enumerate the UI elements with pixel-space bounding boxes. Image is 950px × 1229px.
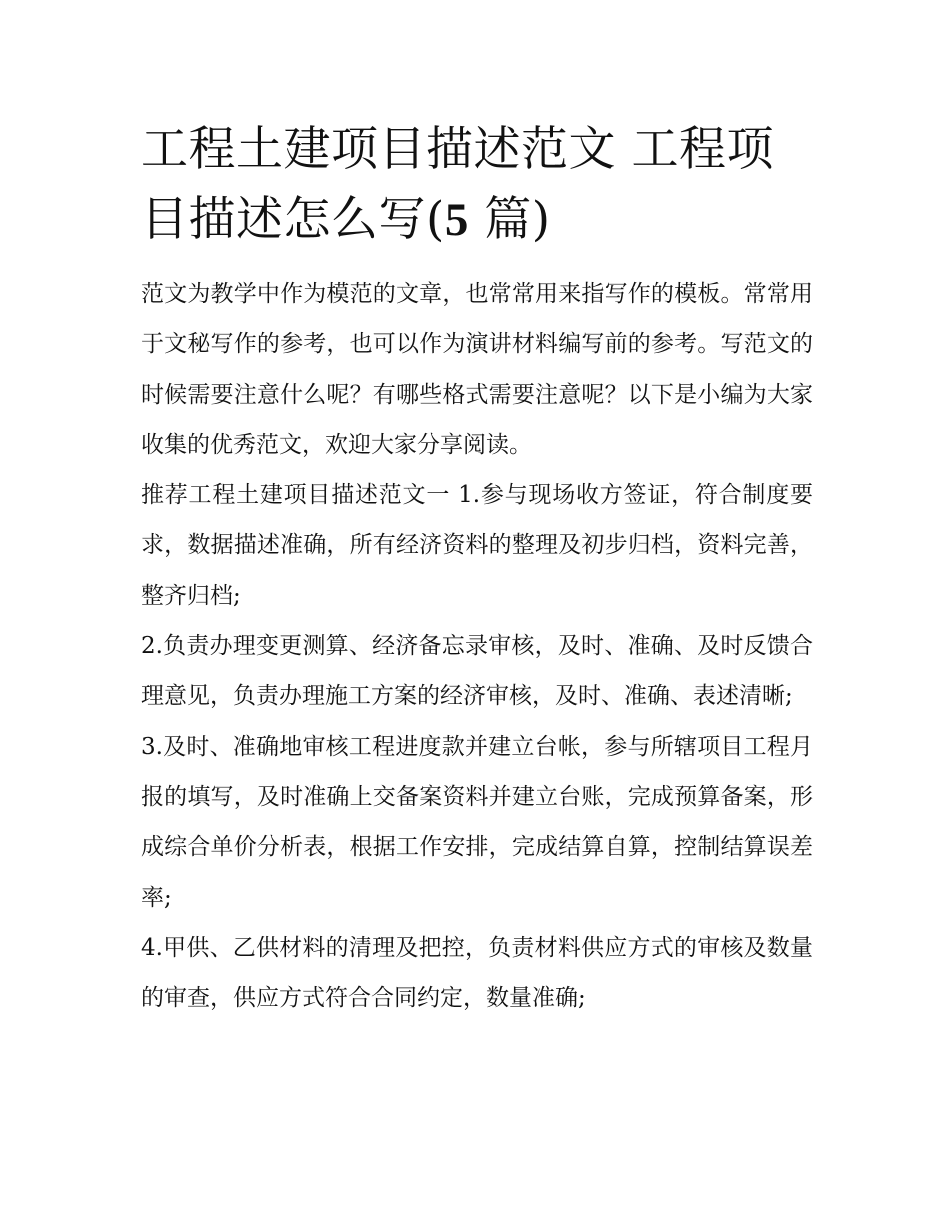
- title-text: 工程土建项目描述范文 工程项目描述怎么写(: [141, 122, 774, 247]
- document-title: [141, 115, 813, 255]
- item-paragraph-3: 3.及时、准确地审核工程进度款并建立台帐，参与所辖项目工程月报的填写，及时准确上交备案资料并建立台账，完成预算备案，形成综合单价分析表，根据工作安排，完成结算自算，控制结算误差率;: [141, 733, 813, 911]
- title-suffix: 篇): [468, 192, 551, 247]
- title-count: 5: [444, 194, 469, 246]
- item-paragraph-4: 4.甲供、乙供材料的清理及把控，负责材料供应方式的审核及数量的审查，供应方式符合合同约定，数量准确;: [141, 934, 813, 1012]
- document-body: [141, 115, 813, 1023]
- item-paragraph-2: 2.负责办理变更测算、经济备忘录审核，及时、准确、及时反馈合理意见，负责办理施工方案的经济审核，及时、准确、表述清晰;: [141, 633, 813, 710]
- intro-paragraph: 范文为教学中作为模范的文章，也常常用来指写作的模板。常常用于文秘写作的参考，也可以作为演讲材料编写前的参考。写范文的时候需要注意什么呢？有哪些格式需要注意呢？以下是小编为大家收集的优秀范文，欢迎大家分享阅读。: [141, 281, 813, 458]
- item-paragraph-1: 推荐工程土建项目描述范文一 1.参与现场收方签证，符合制度要求，数据描述准确，所有经济资料的整理及初步归档，资料完善，整齐归档;: [141, 482, 813, 609]
